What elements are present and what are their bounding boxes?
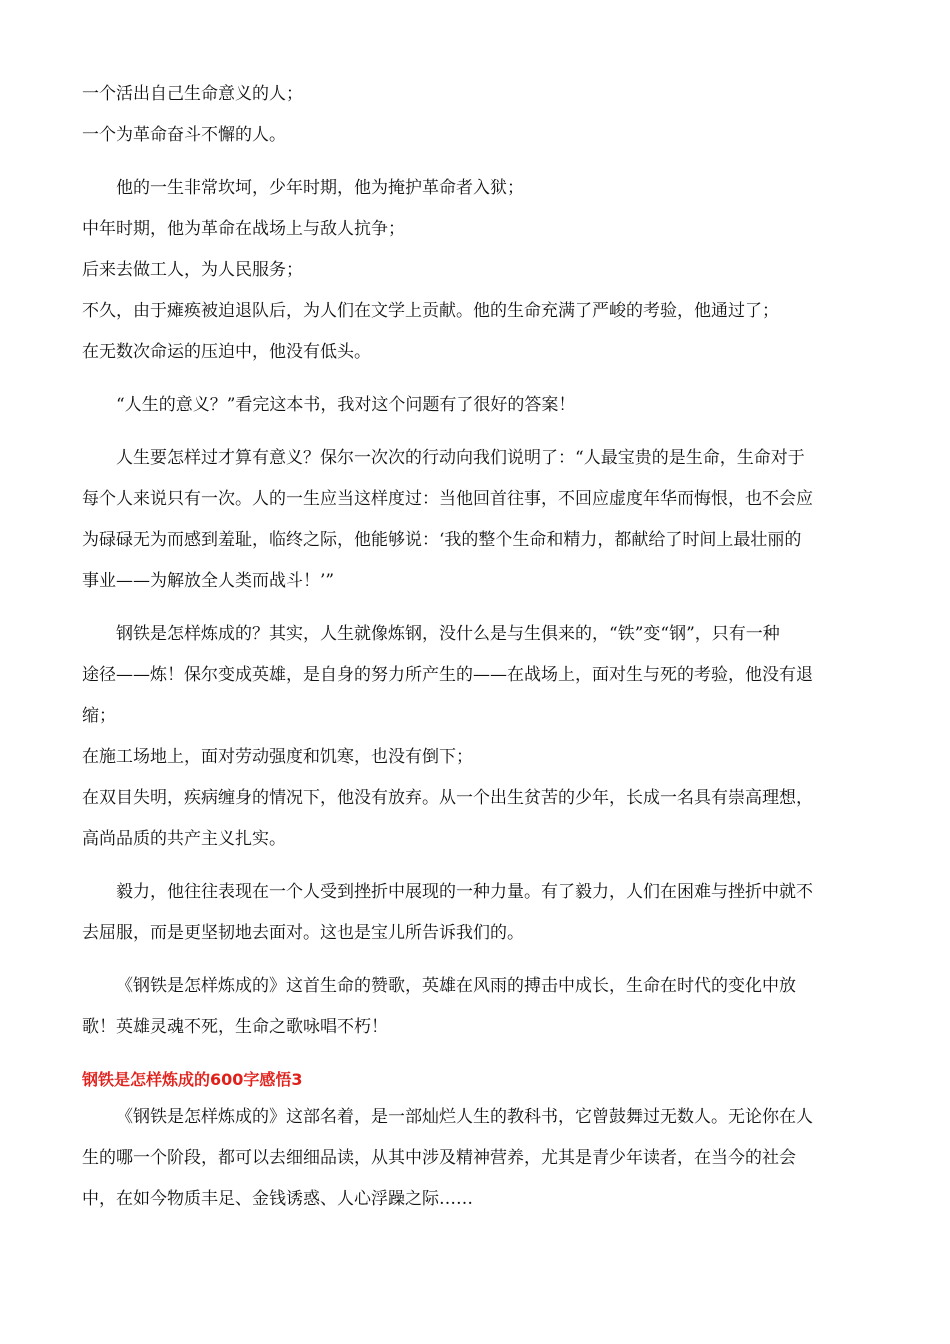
text-line: 一个活出自己生命意义的人； [82, 84, 303, 104]
text-line: 高尚品质的共产主义扎实。 [82, 829, 286, 849]
text-line: 生的哪一个阶段，都可以去细细品读，从其中涉及精神营养，尤其是青少年读者，在当今的社会 [82, 1148, 796, 1168]
paragraph-start: 《钢铁是怎样炼成的》这首生命的赞歌，英雄在风雨的搏击中成长，生命在时代的变化中放 [116, 976, 796, 996]
text-line: 途径——炼！保尔变成英雄，是自身的努力所产生的——在战场上，面对生与死的考验，他没有退 [82, 665, 813, 685]
text-line: 在施工场地上，面对劳动强度和饥寒，也没有倒下； [82, 747, 473, 767]
section-heading: 钢铁是怎样炼成的600字感悟3 [82, 1070, 303, 1089]
paragraph-start: 《钢铁是怎样炼成的》这部名着，是一部灿烂人生的教科书，它曾鼓舞过无数人。无论你在人 [116, 1107, 813, 1127]
text-line: 去屈服，而是更坚韧地去面对。这也是宝儿所告诉我们的。 [82, 923, 524, 943]
text-line: 事业——为解放全人类而战斗！’” [82, 571, 335, 591]
paragraph-start: 人生要怎样过才算有意义？保尔一次次的行动向我们说明了：“人最宝贵的是生命，生命对于 [116, 448, 805, 468]
text-line: 后来去做工人，为人民服务； [82, 260, 303, 280]
text-line: 一个为革命奋斗不懈的人。 [82, 125, 286, 145]
text-line: 在双目失明，疾病缠身的情况下，他没有放弃。从一个出生贫苦的少年，长成一名具有崇高理想， [82, 788, 813, 808]
text-line: 歌！英雄灵魂不死，生命之歌咏唱不朽！ [82, 1017, 388, 1037]
text-line: 中，在如今物质丰足、金钱诱惑、人心浮躁之际…… [82, 1189, 473, 1209]
paragraph-start: 钢铁是怎样炼成的？其实，人生就像炼钢，没什么是与生俱来的，“铁”变“钢”，只有一种 [116, 624, 780, 644]
paragraph-start: 毅力，他往往表现在一个人受到挫折中展现的一种力量。有了毅力，人们在困难与挫折中就不 [116, 882, 813, 902]
paragraph-start: 他的一生非常坎坷，少年时期，他为掩护革命者入狱； [116, 178, 524, 198]
text-line: 缩； [82, 706, 116, 726]
paragraph-start: “人生的意义？”看完这本书，我对这个问题有了很好的答案！ [116, 395, 576, 415]
text-line: 每个人来说只有一次。人的一生应当这样度过：当他回首往事，不回应虚度年华而悔恨，也不会应 [82, 489, 813, 509]
text-line: 在无数次命运的压迫中，他没有低头。 [82, 342, 371, 362]
text-line: 中年时期，他为革命在战场上与敌人抗争； [82, 219, 405, 239]
text-line: 为碌碌无为而感到羞耻，临终之际，他能够说：‘我的整个生命和精力，都献给了时间上最壮丽的 [82, 530, 802, 550]
text-line: 不久，由于瘫痪被迫退队后，为人们在文学上贡献。他的生命充满了严峻的考验，他通过了； [82, 301, 779, 321]
